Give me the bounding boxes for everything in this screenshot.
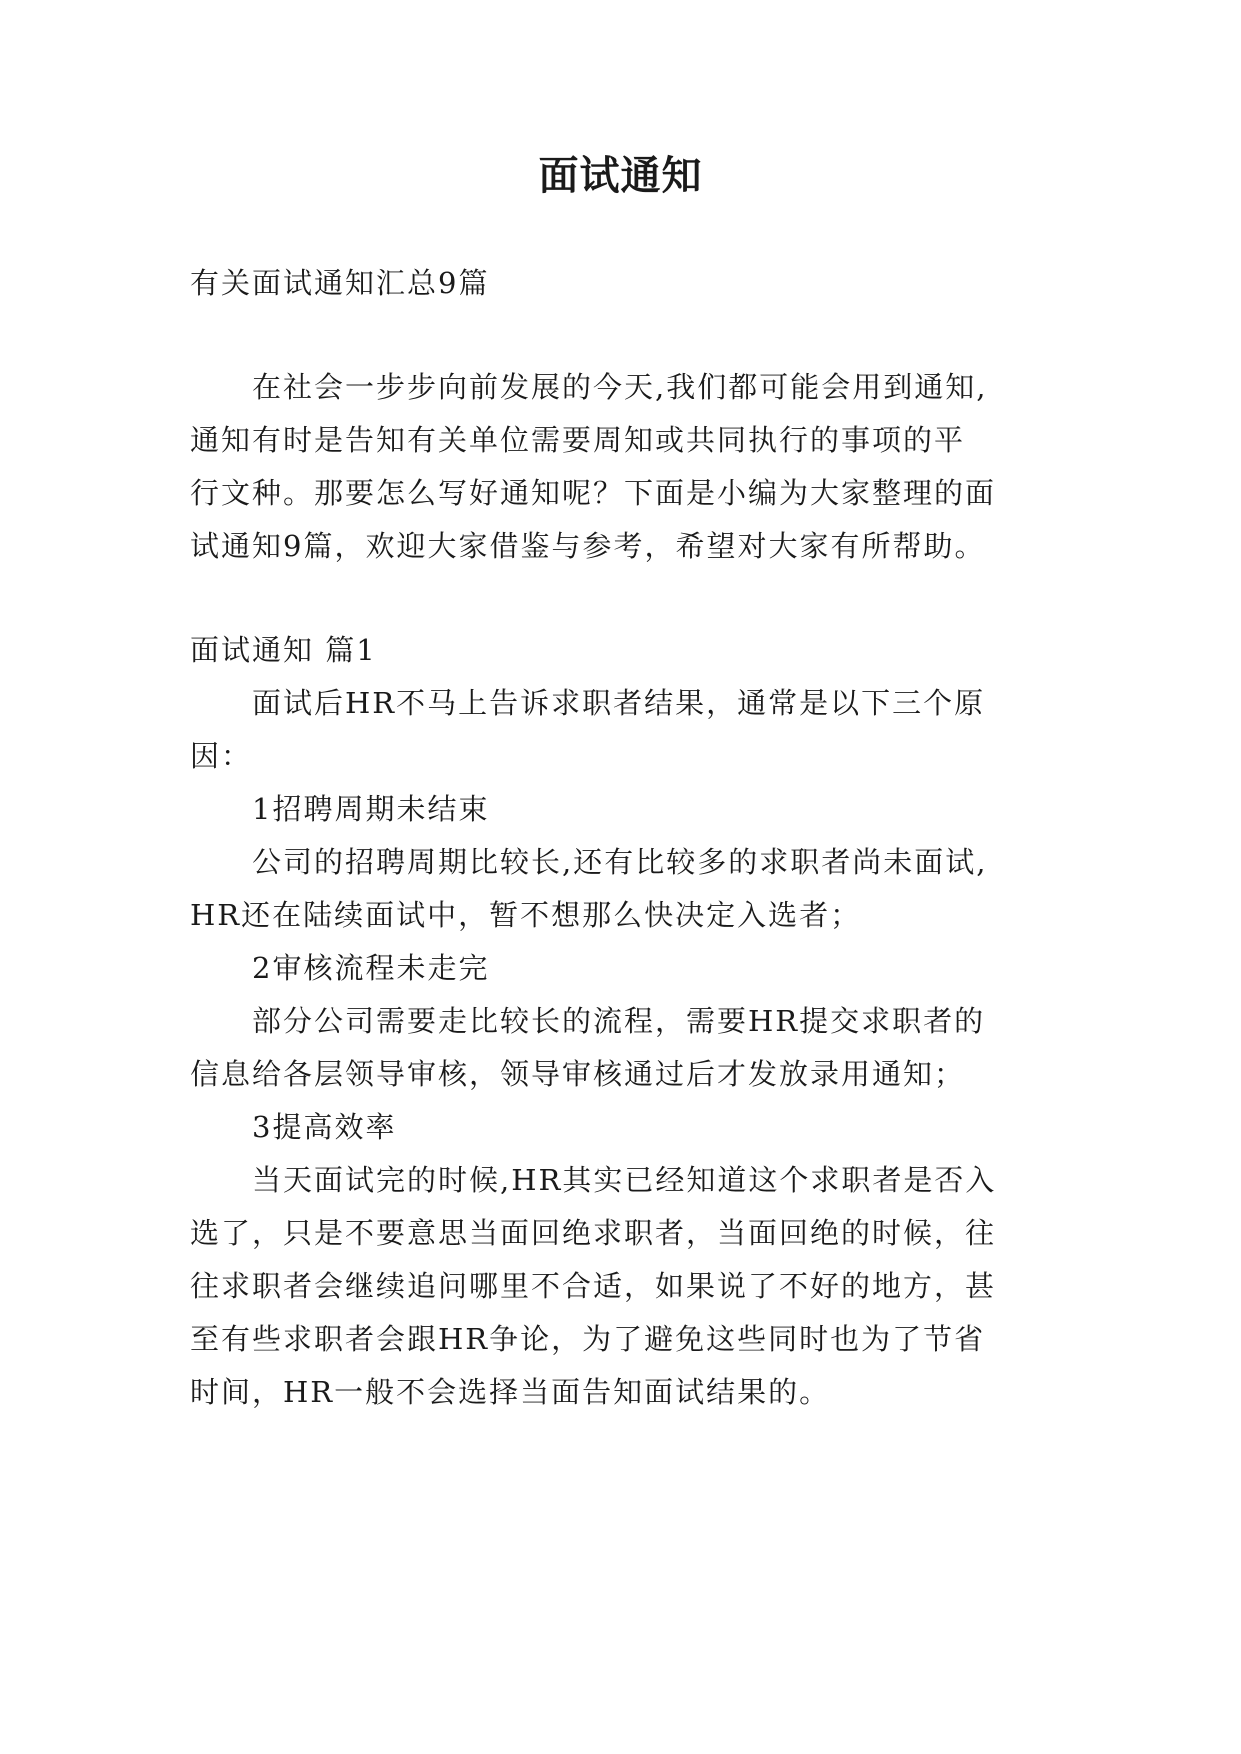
intro-line: 试通知9篇，欢迎大家借鉴与参考，希望对大家有所帮助。: [190, 529, 986, 563]
section-heading: 面试通知 篇1: [190, 633, 377, 667]
body-line: 当天面试完的时候,HR其实已经知道这个求职者是否入: [252, 1163, 997, 1197]
body-line: 3提高效率: [252, 1110, 397, 1144]
document-title: 面试通知: [538, 153, 703, 199]
body-line: 面试后HR不马上告诉求职者结果，通常是以下三个原: [252, 686, 986, 720]
body-line: 2审核流程未走完: [252, 951, 490, 985]
body-line: 部分公司需要走比较长的流程，需要HR提交求职者的: [252, 1004, 986, 1038]
document-subtitle: 有关面试通知汇总9篇: [190, 266, 490, 300]
body-line: 往求职者会继续追问哪里不合适，如果说了不好的地方，甚: [190, 1269, 997, 1303]
body-line: 至有些求职者会跟HR争论，为了避免这些同时也为了节省: [190, 1322, 986, 1356]
intro-line: 通知有时是告知有关单位需要周知或共同执行的事项的平: [190, 423, 966, 457]
body-line: 选了，只是不要意思当面回绝求职者，当面回绝的时候，往: [190, 1216, 997, 1250]
body-line: 时间，HR一般不会选择当面告知面试结果的。: [190, 1375, 831, 1409]
body-line: 1招聘周期未结束: [252, 792, 490, 826]
body-line: HR还在陆续面试中，暂不想那么快决定入选者；: [190, 898, 862, 932]
intro-line: 在社会一步步向前发展的今天,我们都可能会用到通知,: [252, 370, 988, 404]
intro-line: 行文种。那要怎么写好通知呢？下面是小编为大家整理的面: [190, 476, 997, 510]
body-line: 公司的招聘周期比较长,还有比较多的求职者尚未面试,: [252, 845, 988, 879]
body-line: 信息给各层领导审核，领导审核通过后才发放录用通知；: [190, 1057, 966, 1091]
body-line: 因：: [190, 739, 253, 773]
